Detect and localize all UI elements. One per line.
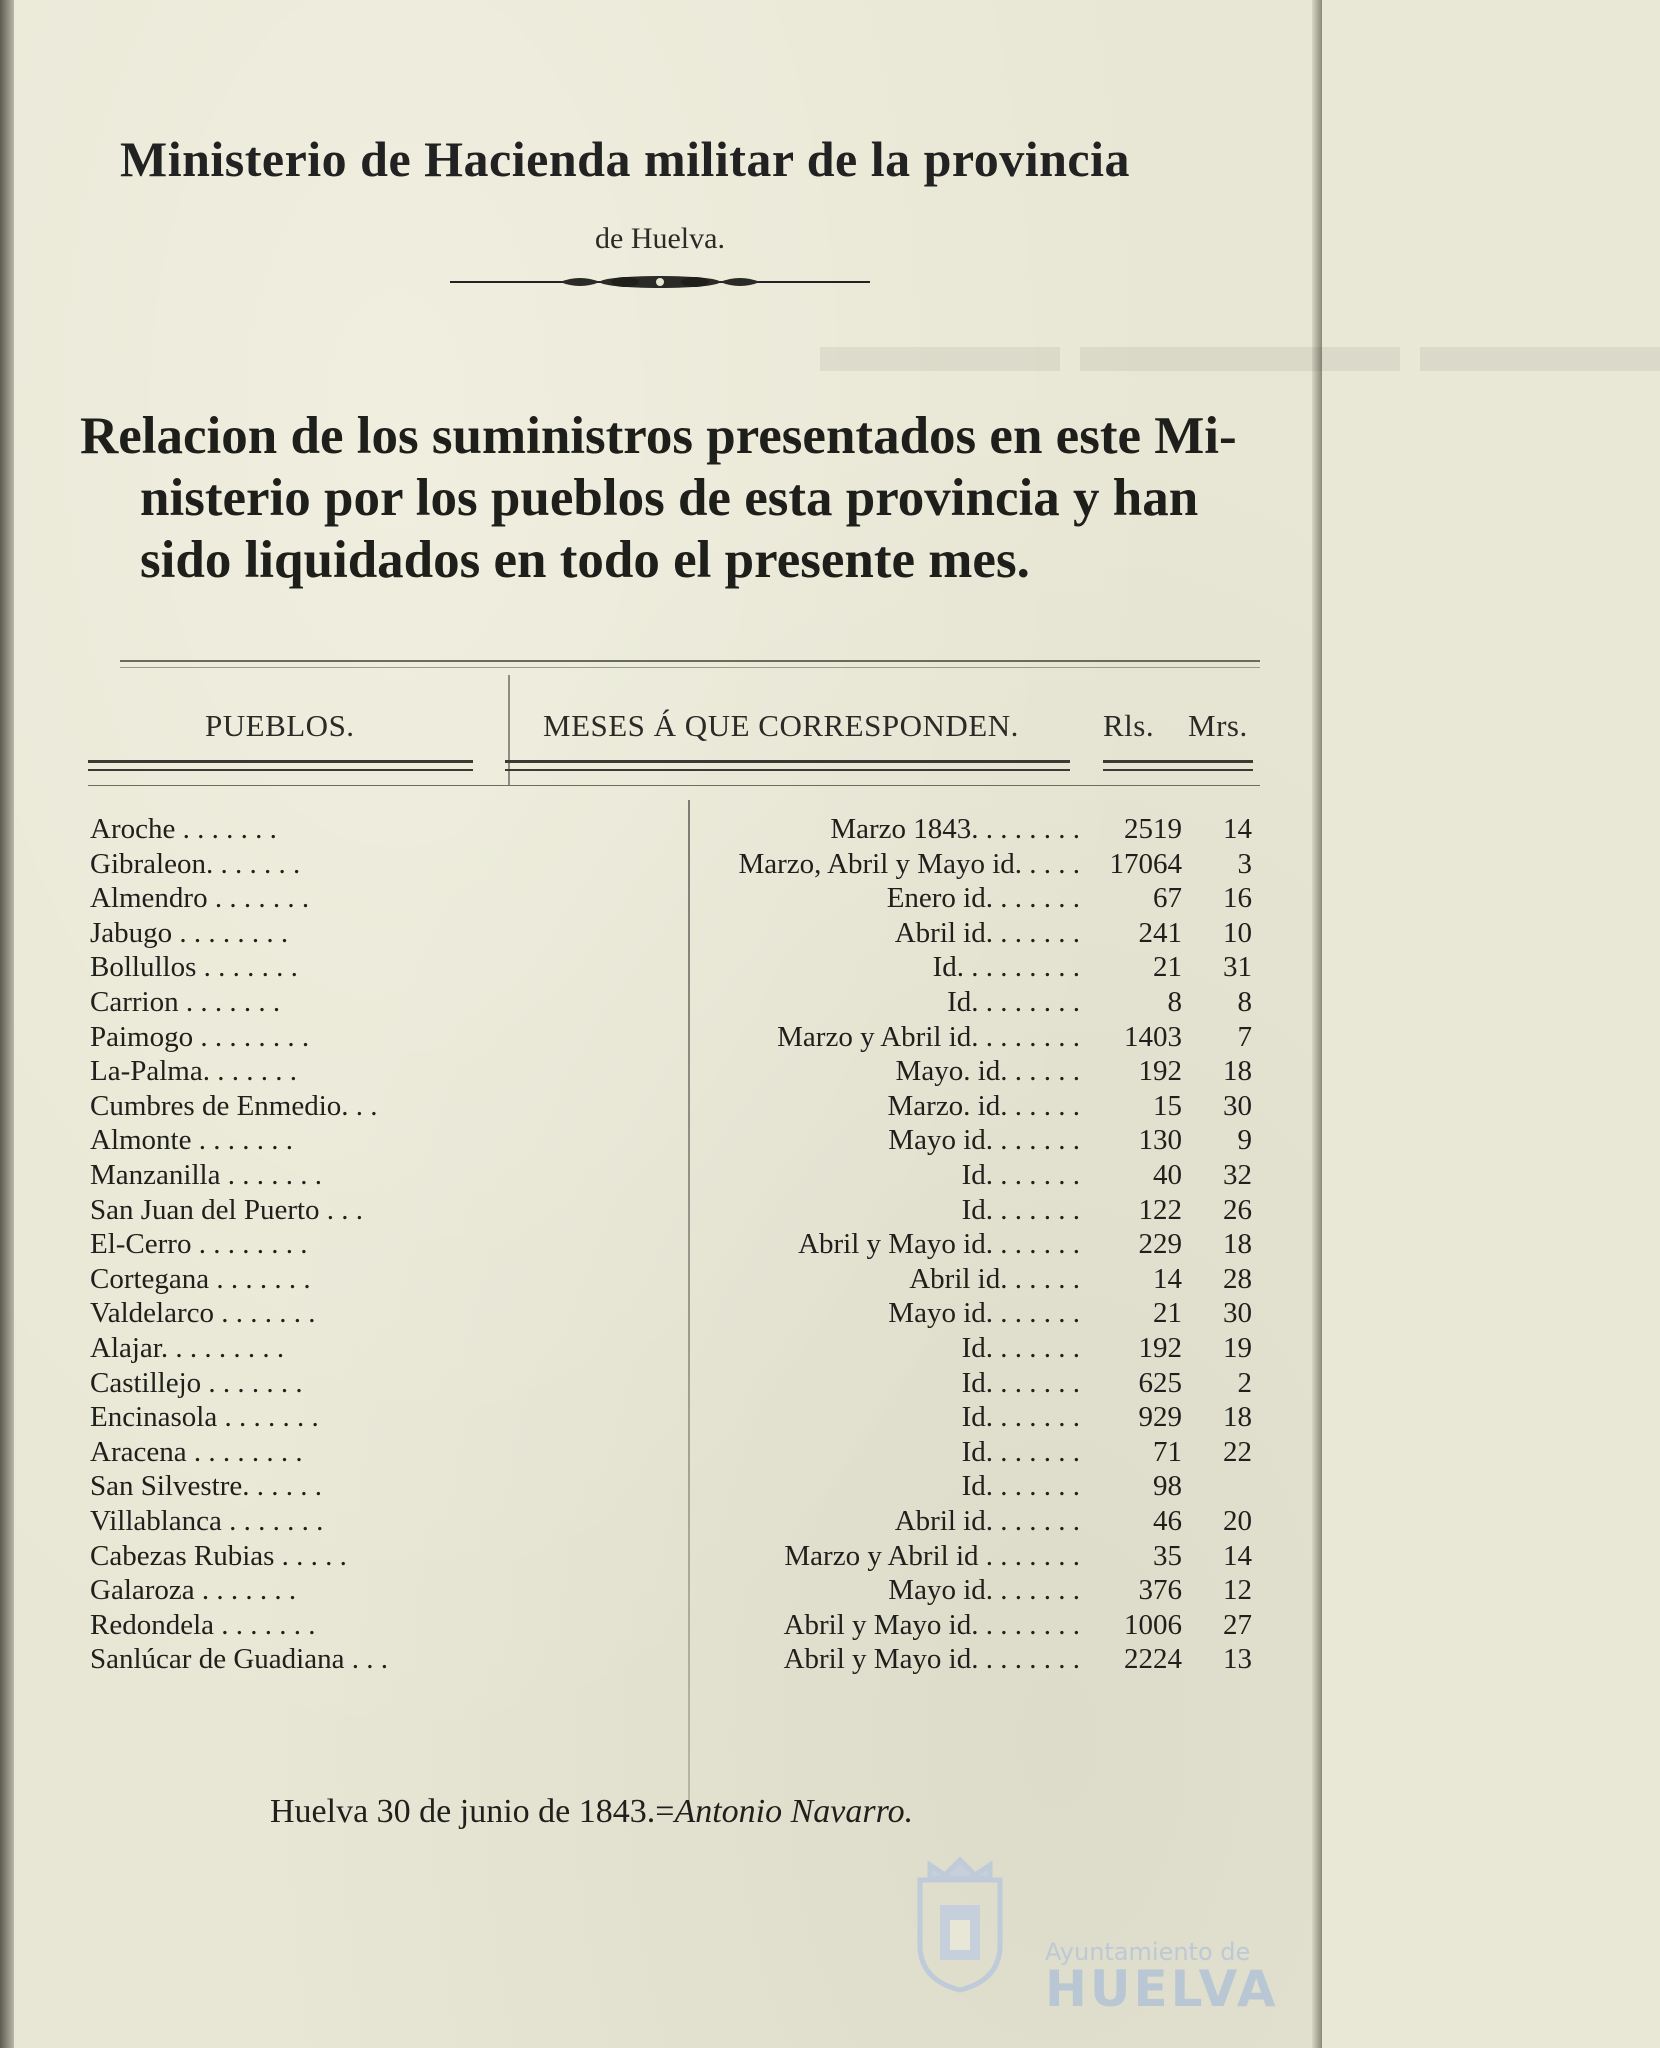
closing-date: Huelva 30 de junio de 1843.=: [270, 1793, 675, 1830]
town-cell: Villablanca . . . . . . .: [90, 1505, 324, 1537]
maravedis-cell: 28: [1223, 1262, 1252, 1295]
table-row: [0, 1158, 1322, 1193]
months-cell: Marzo y Abril id. . . . . . . .: [777, 1020, 1080, 1053]
town-cell: Encinasola . . . . . . .: [90, 1401, 319, 1434]
reales-cell: 14: [1153, 1262, 1182, 1295]
reales-cell: 98: [1153, 1470, 1182, 1503]
crest-icon: [905, 1850, 1015, 1995]
months-cell: Mayo. id. . . . . .: [895, 1055, 1080, 1088]
town-cell: Redondela . . . . . . .: [90, 1608, 316, 1641]
reales-cell: 35: [1153, 1539, 1182, 1572]
table-row: [0, 1539, 1322, 1574]
header-double-rule-amounts: [1103, 760, 1253, 771]
table-row: [0, 1469, 1322, 1504]
maravedis-cell: 22: [1223, 1435, 1252, 1468]
relacion-line-2: nisterio por los pueblos de esta provincia y han: [140, 469, 1199, 527]
reales-cell: 2519: [1124, 813, 1182, 845]
maravedis-cell: 30: [1223, 1297, 1252, 1330]
months-cell: Id. . . . . . .: [961, 1435, 1080, 1468]
table-row: [0, 985, 1322, 1020]
reales-cell: 1403: [1124, 1020, 1182, 1053]
months-cell: Abril y Mayo id. . . . . . . .: [783, 1608, 1080, 1641]
months-cell: Id. . . . . . .: [961, 1332, 1080, 1364]
table-row: [0, 1054, 1322, 1089]
town-cell: Almendro . . . . . . .: [90, 882, 310, 915]
maravedis-cell: 3: [1237, 847, 1252, 880]
table-row: [0, 1089, 1322, 1124]
reales-cell: 17064: [1109, 847, 1182, 880]
reales-cell: 21: [1153, 951, 1182, 984]
town-cell: Sanlúcar de Guadiana . . .: [90, 1643, 388, 1676]
town-cell: Manzanilla . . . . . . .: [90, 1159, 322, 1191]
town-cell: Bollullos . . . . . . .: [90, 951, 298, 984]
months-cell: Id. . . . . . . .: [947, 986, 1080, 1018]
town-cell: La-Palma. . . . . . .: [90, 1055, 297, 1088]
header-double-rule-meses: [505, 760, 1070, 771]
column-header-rls: Rls.: [1103, 708, 1155, 743]
ministry-heading: Ministerio de Hacienda militar de la provincia: [120, 131, 1130, 187]
months-cell: Id. . . . . . .: [961, 1470, 1080, 1503]
maravedis-cell: 2: [1237, 1366, 1252, 1399]
reales-cell: 15: [1153, 1089, 1182, 1122]
months-cell: Id. . . . . . .: [961, 1193, 1080, 1226]
reales-cell: 229: [1138, 1228, 1182, 1261]
watermark-ayuntamiento: Ayuntamiento de: [1045, 1938, 1251, 1966]
maravedis-cell: 31: [1223, 951, 1252, 984]
signer-name: Antonio Navarro.: [674, 1793, 914, 1830]
province-subheading: de Huelva.: [595, 222, 725, 255]
maravedis-cell: 9: [1237, 1124, 1252, 1157]
maravedis-cell: 14: [1223, 813, 1252, 845]
table-row: [0, 1366, 1322, 1401]
months-cell: Mayo id. . . . . . .: [888, 1297, 1080, 1330]
months-cell: Marzo. id. . . . . .: [887, 1089, 1080, 1122]
reales-cell: 46: [1153, 1505, 1182, 1537]
header-thin-rule: [88, 785, 1260, 786]
table-row: [0, 1123, 1322, 1158]
relacion-title: [80, 405, 1260, 591]
maravedis-cell: 18: [1223, 1055, 1252, 1088]
town-cell: Carrion . . . . . . .: [90, 986, 281, 1018]
months-cell: Id. . . . . . . . .: [932, 951, 1080, 984]
table-row: [0, 916, 1322, 951]
months-cell: Mayo id. . . . . . .: [888, 1124, 1080, 1157]
maravedis-cell: 12: [1223, 1574, 1252, 1607]
maravedis-cell: 8: [1237, 986, 1252, 1018]
town-cell: Almonte . . . . . . .: [90, 1124, 293, 1157]
town-cell: Cumbres de Enmedio. . .: [90, 1089, 378, 1122]
table-row: [0, 1331, 1322, 1366]
table-row: [0, 1573, 1322, 1608]
maravedis-cell: 16: [1223, 882, 1252, 915]
months-cell: Abril id. . . . . .: [909, 1262, 1080, 1295]
table-row: [0, 881, 1322, 916]
town-cell: San Juan del Puerto . . .: [90, 1193, 364, 1226]
reales-cell: 929: [1138, 1401, 1182, 1434]
table-row: [0, 1193, 1322, 1228]
maravedis-cell: 18: [1223, 1401, 1252, 1434]
maravedis-cell: 32: [1223, 1159, 1252, 1191]
months-cell: Abril y Mayo id. . . . . . .: [798, 1228, 1080, 1261]
table-row: [0, 1020, 1322, 1055]
reales-cell: 67: [1153, 882, 1182, 915]
table-row: [0, 1435, 1322, 1470]
maravedis-cell: 13: [1223, 1643, 1252, 1676]
reales-cell: 376: [1138, 1574, 1182, 1607]
table-row: [0, 1296, 1322, 1331]
table-row: [0, 1642, 1322, 1677]
reales-cell: 241: [1138, 916, 1182, 949]
months-cell: Abril id. . . . . . .: [894, 916, 1080, 949]
town-cell: Aracena . . . . . . . .: [90, 1435, 303, 1468]
months-cell: Marzo y Abril id . . . . . . .: [784, 1539, 1080, 1572]
maravedis-cell: 7: [1237, 1020, 1252, 1053]
town-cell: Valdelarco . . . . . . .: [90, 1297, 316, 1330]
town-cell: Paimogo . . . . . . . .: [90, 1020, 310, 1053]
maravedis-cell: 30: [1223, 1089, 1252, 1122]
town-cell: El-Cerro . . . . . . . .: [90, 1228, 308, 1261]
relacion-line-3: sido liquidados en todo el presente mes.: [140, 531, 1030, 589]
ornament-divider: [450, 270, 870, 294]
months-cell: Id. . . . . . .: [961, 1366, 1080, 1399]
town-cell: Cabezas Rubias . . . . .: [90, 1539, 347, 1572]
table-row: [0, 950, 1322, 985]
months-cell: Id. . . . . . .: [961, 1159, 1080, 1191]
bleed-through-decoration: ▬▬▬ ▬▬▬▬ ▬▬▬: [820, 301, 1660, 389]
reales-cell: 71: [1153, 1435, 1182, 1468]
column-header-meses: MESES Á QUE CORRESPONDEN.: [543, 708, 1019, 743]
maravedis-cell: 19: [1223, 1332, 1252, 1364]
reales-cell: 1006: [1124, 1608, 1182, 1641]
table-top-rule: [120, 660, 1260, 668]
reales-cell: 122: [1138, 1193, 1182, 1226]
table-row: [0, 1227, 1322, 1262]
maravedis-cell: 10: [1223, 916, 1252, 949]
maravedis-cell: 20: [1223, 1505, 1252, 1537]
relacion-line-1: Relacion de los suministros presentados en este Mi-: [80, 407, 1237, 465]
column-header-pueblos: PUEBLOS.: [205, 708, 355, 743]
months-cell: Enero id. . . . . . .: [886, 882, 1080, 915]
table-row: [0, 1262, 1322, 1297]
closing-line: [270, 1793, 913, 1831]
town-cell: Jabugo . . . . . . . .: [90, 916, 289, 949]
reales-cell: 40: [1153, 1159, 1182, 1191]
reales-cell: 625: [1138, 1366, 1182, 1399]
months-cell: Abril id. . . . . . .: [894, 1505, 1080, 1537]
town-cell: Castillejo . . . . . . .: [90, 1366, 303, 1399]
watermark-huelva: HUELVA: [1045, 1960, 1279, 2018]
maravedis-cell: 26: [1223, 1193, 1252, 1226]
table-row: [0, 847, 1322, 882]
maravedis-cell: 18: [1223, 1228, 1252, 1261]
town-cell: Aroche . . . . . . .: [90, 813, 277, 845]
table-row: [0, 1504, 1322, 1539]
reales-cell: 192: [1138, 1055, 1182, 1088]
column-header-mrs: Mrs.: [1188, 708, 1248, 743]
months-cell: Abril y Mayo id. . . . . . . .: [783, 1643, 1080, 1676]
table-row: [0, 812, 1322, 847]
table-row: [0, 1608, 1322, 1643]
reales-cell: 192: [1138, 1332, 1182, 1364]
table-row: [0, 1400, 1322, 1435]
reales-cell: 2224: [1124, 1643, 1182, 1676]
months-cell: Id. . . . . . .: [961, 1401, 1080, 1434]
maravedis-cell: 27: [1223, 1608, 1252, 1641]
town-cell: Alajar. . . . . . . . .: [90, 1332, 285, 1364]
town-cell: San Silvestre. . . . . .: [90, 1470, 322, 1503]
maravedis-cell: 14: [1223, 1539, 1252, 1572]
town-cell: Cortegana . . . . . . .: [90, 1262, 311, 1295]
months-cell: Marzo, Abril y Mayo id. . . . .: [738, 847, 1080, 880]
months-cell: Marzo 1843. . . . . . . .: [830, 813, 1080, 845]
town-cell: Galaroza . . . . . . .: [90, 1574, 297, 1607]
reales-cell: 130: [1138, 1124, 1182, 1157]
reales-cell: 8: [1167, 986, 1182, 1018]
reales-cell: 21: [1153, 1297, 1182, 1330]
months-cell: Mayo id. . . . . . .: [888, 1574, 1080, 1607]
header-double-rule-pueblos: [88, 760, 473, 771]
town-cell: Gibraleon. . . . . . .: [90, 847, 301, 880]
